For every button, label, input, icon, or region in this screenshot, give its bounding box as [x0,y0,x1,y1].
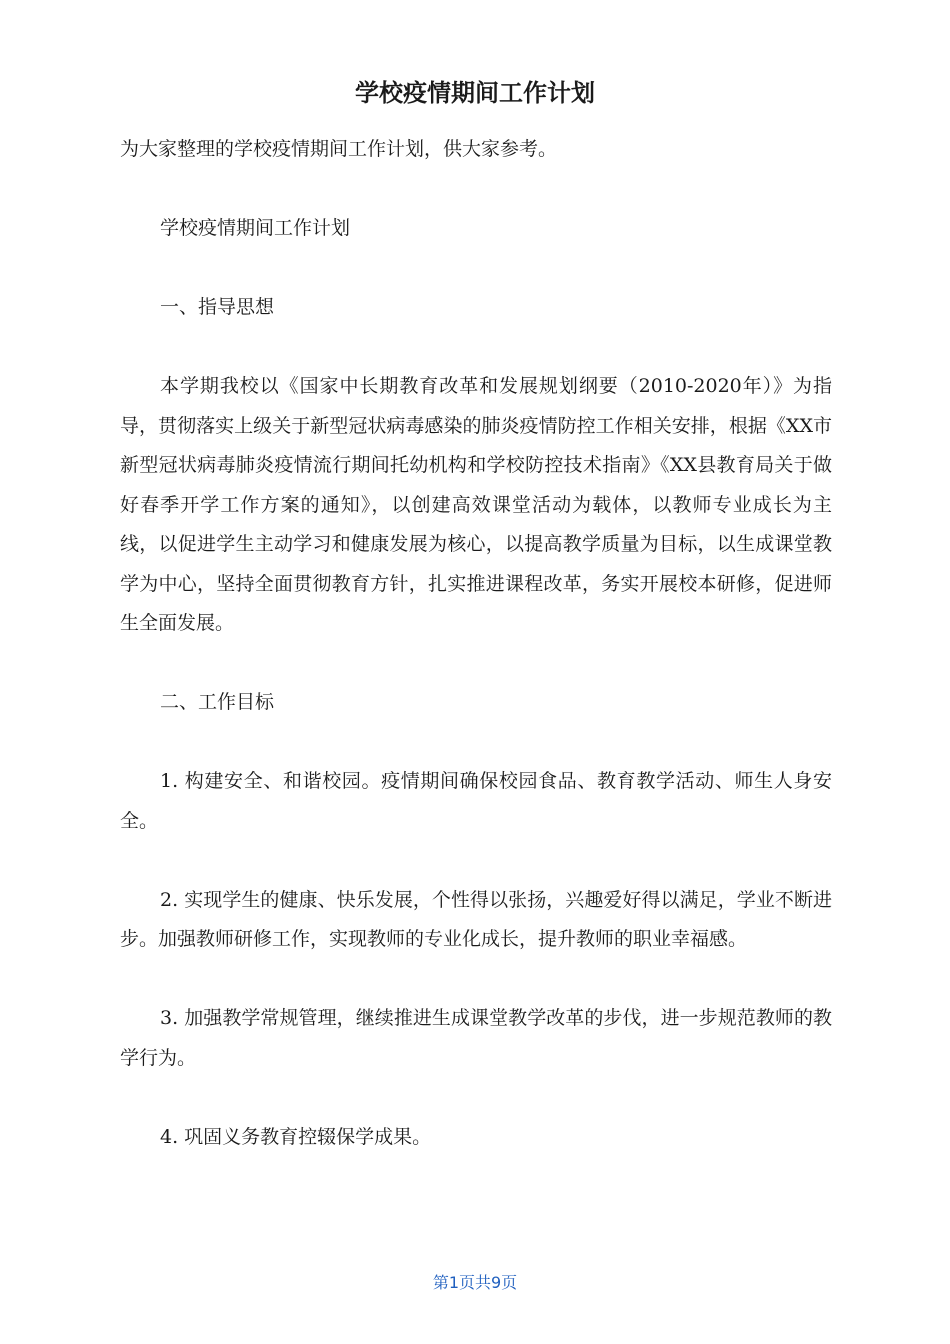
section-heading-work-goals: 二、工作目标 [160,691,275,713]
spacer [120,960,832,1000]
goal-item: 1. 构建安全、和谐校园。疫情期间确保校园食品、教育教学活动、师生人身安全。 [120,770,832,832]
guiding-thought-paragraph: 本学期我校以《国家中长期教育改革和发展规划纲要（2010-2020年）》为指导，贯彻落实上级关于新型冠状病毒感染的肺炎疫情防控工作相关安排，根据《XX市新型冠状病毒肺炎疫情流行期间托幼机构和学校防控技术指南》《XX县教育局关于做好春季开学工作方案的通知》，以创建高效课堂活动为载体，以教师专业成长为主线，以促进学生主动学习和健康发展为核心，以提高教学质量为目标，以生成课堂教学为中心，坚持全面贯彻教育方针，扎实推进课程改革，务实开展校本研修，促进师生全面发展。 [120,375,832,634]
spacer [120,1078,832,1118]
goal-item: 3. 加强教学常规管理，继续推进生成课堂教学改革的步伐，进一步规范教师的教学行为。 [120,1007,832,1069]
spacer [120,841,832,881]
spacer [120,723,832,763]
spacer [120,170,832,210]
document-body [120,130,832,1157]
intro-paragraph: 为大家整理的学校疫情期间工作计划，供大家参考。 [120,138,558,160]
page-indicator: 第1页共9页 [432,1273,518,1292]
goal-item: 2. 实现学生的健康、快乐发展，个性得以张扬，兴趣爱好得以满足，学业不断进步。加强教师研修工作，实现教师的专业化成长，提升教师的职业幸福感。 [120,888,832,950]
document-subtitle: 学校疫情期间工作计划 [160,217,351,239]
section-heading-guiding-thought: 一、指导思想 [160,296,275,318]
spacer [120,249,832,289]
goal-item: 4. 巩固义务教育控辍保学成果。 [160,1125,432,1148]
document-title: 学校疫情期间工作计划 [355,79,595,107]
spacer [120,328,832,368]
spacer [120,644,832,684]
